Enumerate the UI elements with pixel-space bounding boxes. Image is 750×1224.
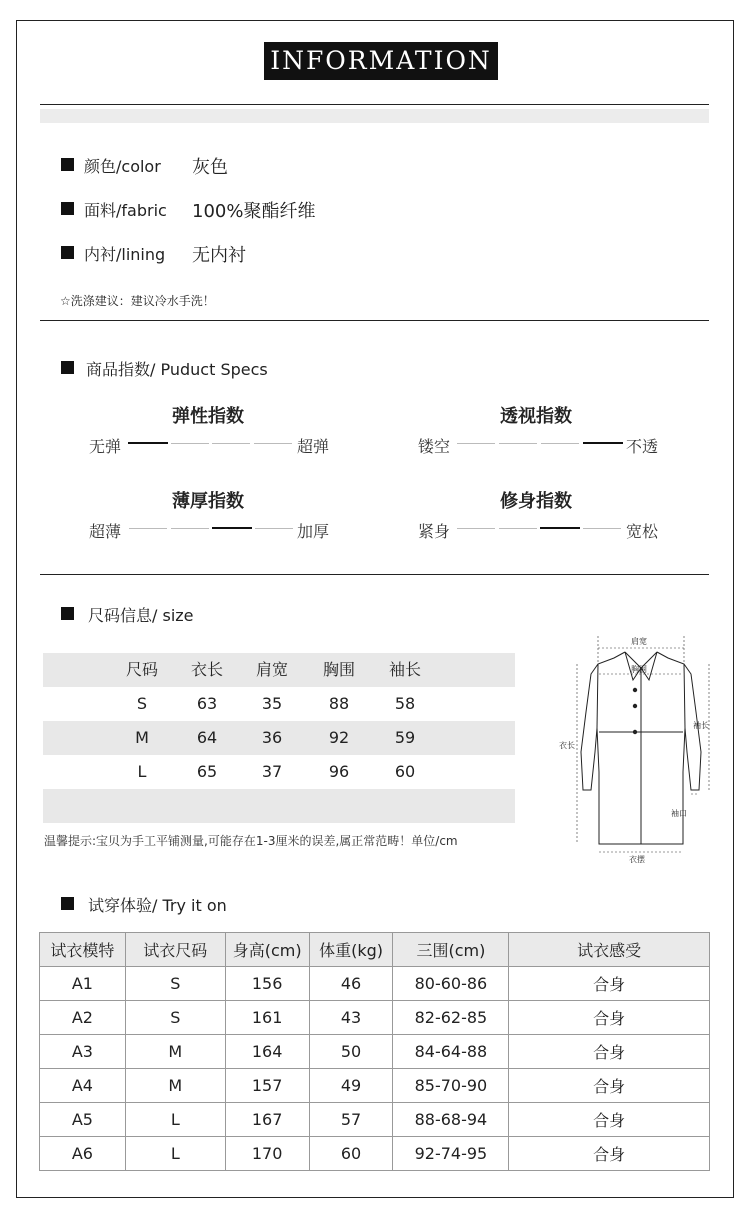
tryon-cell: 合身 — [509, 967, 710, 1001]
wash-note: ☆洗涤建议：建议冷水手洗！ — [60, 294, 215, 308]
size-cell: 88 — [328, 694, 350, 713]
tryon-cell: M — [125, 1069, 225, 1103]
tryon-cell: 84-64-88 — [393, 1035, 509, 1069]
tryon-cell: A2 — [40, 1001, 126, 1035]
tryon-cell: 82-62-85 — [393, 1001, 509, 1035]
size-heading: 尺码信息/ size — [88, 606, 194, 625]
tryon-cell: S — [125, 1001, 225, 1035]
tryon-cell: 合身 — [509, 1035, 710, 1069]
tryon-cell: 170 — [225, 1137, 309, 1171]
spec-segment — [212, 443, 250, 444]
tryon-cell: 88-68-94 — [393, 1103, 509, 1137]
tryon-header: 试衣模特 — [40, 933, 126, 967]
size-header-row — [43, 653, 515, 687]
table-row — [40, 967, 710, 1001]
spec-segment — [129, 528, 167, 529]
tryon-cell: L — [125, 1103, 225, 1137]
info-value-lining: 无内衬 — [192, 245, 246, 266]
tryon-header-row — [40, 933, 710, 967]
tryon-cell: A5 — [40, 1103, 126, 1137]
size-row — [43, 755, 515, 789]
tryon-cell: 合身 — [509, 1103, 710, 1137]
bullet-square-icon — [61, 361, 74, 374]
size-cell: 37 — [261, 762, 283, 781]
size-cell: 92 — [328, 728, 350, 747]
spec-segment — [171, 443, 209, 444]
spec-left-label: 紧身 — [418, 522, 451, 541]
page-title: INFORMATION — [264, 42, 498, 80]
tryon-cell: A3 — [40, 1035, 126, 1069]
bullet-square-icon — [61, 897, 74, 910]
table-row — [40, 1035, 710, 1069]
tryon-cell: 57 — [309, 1103, 393, 1137]
spec-segment — [457, 528, 495, 529]
spec-right-label: 超弹 — [297, 437, 330, 456]
size-header: 尺码 — [125, 660, 158, 679]
size-cell: 36 — [261, 728, 283, 747]
spec-segment — [499, 528, 537, 529]
bullet-square-icon — [61, 607, 74, 620]
size-row — [43, 721, 515, 755]
size-header: 胸围 — [322, 660, 355, 679]
tryon-header: 体重(kg) — [309, 933, 393, 967]
tryon-cell: 49 — [309, 1069, 393, 1103]
tryon-cell: 43 — [309, 1001, 393, 1035]
spec-title-thickness: 薄厚指数 — [172, 491, 244, 512]
table-row — [40, 1069, 710, 1103]
bullet-square-icon — [61, 202, 74, 215]
spec-right-label: 宽松 — [626, 522, 659, 541]
size-empty-row — [43, 789, 515, 823]
tryon-cell: 167 — [225, 1103, 309, 1137]
diagram-label-shoulder: 肩宽 — [631, 637, 647, 646]
spec-left-label: 超薄 — [89, 522, 122, 541]
table-row — [40, 1137, 710, 1171]
size-cell: 63 — [196, 694, 218, 713]
size-note: 温馨提示:宝贝为手工平铺测量,可能存在1-3厘米的误差,属正常范畴！单位/cm — [44, 834, 458, 848]
tryon-table — [39, 932, 710, 1171]
tryon-cell: M — [125, 1035, 225, 1069]
spec-segment — [128, 442, 168, 444]
tryon-cell: 46 — [309, 967, 393, 1001]
tryon-cell: 156 — [225, 967, 309, 1001]
tryon-cell: A4 — [40, 1069, 126, 1103]
tryon-cell: 161 — [225, 1001, 309, 1035]
diagram-label-chest: 胸围 — [631, 665, 647, 674]
tryon-heading: 试穿体验/ Try it on — [88, 896, 227, 915]
tryon-cell: 50 — [309, 1035, 393, 1069]
size-cell: 59 — [394, 728, 416, 747]
garment-diagram — [553, 632, 718, 867]
spec-left-label: 镂空 — [418, 437, 451, 456]
size-cell: M — [135, 728, 149, 747]
diagram-label-sleeve: 袖长 — [693, 721, 709, 730]
table-row — [40, 1103, 710, 1137]
spec-segment — [171, 528, 209, 529]
info-label-color: 颜色/color — [84, 157, 161, 176]
spec-segment — [212, 527, 252, 529]
diagram-label-length: 衣长 — [559, 741, 575, 750]
spec-title-transparency: 透视指数 — [500, 406, 572, 427]
spec-segment — [541, 443, 579, 444]
spec-title-fit: 修身指数 — [500, 491, 572, 512]
bullet-square-icon — [61, 246, 74, 259]
size-header: 袖长 — [388, 660, 421, 679]
tryon-cell: 合身 — [509, 1001, 710, 1035]
specs-heading: 商品指数/ Puduct Specs — [86, 360, 268, 379]
tryon-cell: 85-70-90 — [393, 1069, 509, 1103]
divider — [40, 574, 709, 575]
tryon-cell: 92-74-95 — [393, 1137, 509, 1171]
spec-right-label: 加厚 — [297, 522, 330, 541]
bullet-square-icon — [61, 158, 74, 171]
spec-title-elasticity: 弹性指数 — [172, 406, 244, 427]
grey-band — [40, 109, 709, 123]
divider — [40, 104, 709, 105]
size-header: 肩宽 — [255, 660, 288, 679]
tryon-cell: 合身 — [509, 1069, 710, 1103]
tryon-header: 试衣感受 — [509, 933, 710, 967]
size-cell: 60 — [394, 762, 416, 781]
tryon-header: 三围(cm) — [393, 933, 509, 967]
size-cell: 58 — [394, 694, 416, 713]
size-cell: 65 — [196, 762, 218, 781]
tryon-header: 试衣尺码 — [125, 933, 225, 967]
tryon-cell: 157 — [225, 1069, 309, 1103]
tryon-cell: 60 — [309, 1137, 393, 1171]
size-row — [43, 687, 515, 721]
size-cell: 96 — [328, 762, 350, 781]
tryon-cell: S — [125, 967, 225, 1001]
spec-segment — [583, 528, 621, 529]
spec-segment — [583, 442, 623, 444]
spec-segment — [457, 443, 495, 444]
size-header: 衣长 — [190, 660, 223, 679]
tryon-cell: L — [125, 1137, 225, 1171]
info-label-lining: 内衬/lining — [84, 245, 166, 264]
spec-left-label: 无弹 — [89, 437, 122, 456]
diagram-label-hem: 衣摆 — [629, 855, 645, 864]
table-row — [40, 1001, 710, 1035]
divider — [40, 320, 709, 321]
tryon-cell: 164 — [225, 1035, 309, 1069]
size-cell: 64 — [196, 728, 218, 747]
info-value-color: 灰色 — [192, 157, 228, 178]
tryon-cell: A1 — [40, 967, 126, 1001]
size-cell: 35 — [261, 694, 283, 713]
spec-segment — [254, 443, 292, 444]
info-label-fabric: 面料/fabric — [84, 201, 167, 220]
size-cell: L — [137, 762, 147, 781]
diagram-label-cuff: 袖口 — [671, 809, 687, 818]
spec-segment — [255, 528, 293, 529]
tryon-cell: 80-60-86 — [393, 967, 509, 1001]
info-value-fabric: 100%聚酯纤维 — [192, 201, 316, 222]
tryon-header: 身高(cm) — [225, 933, 309, 967]
spec-right-label: 不透 — [626, 437, 659, 456]
tryon-cell: 合身 — [509, 1137, 710, 1171]
tryon-cell: A6 — [40, 1137, 126, 1171]
spec-segment — [499, 443, 537, 444]
spec-segment — [540, 527, 580, 529]
size-cell: S — [136, 694, 148, 713]
